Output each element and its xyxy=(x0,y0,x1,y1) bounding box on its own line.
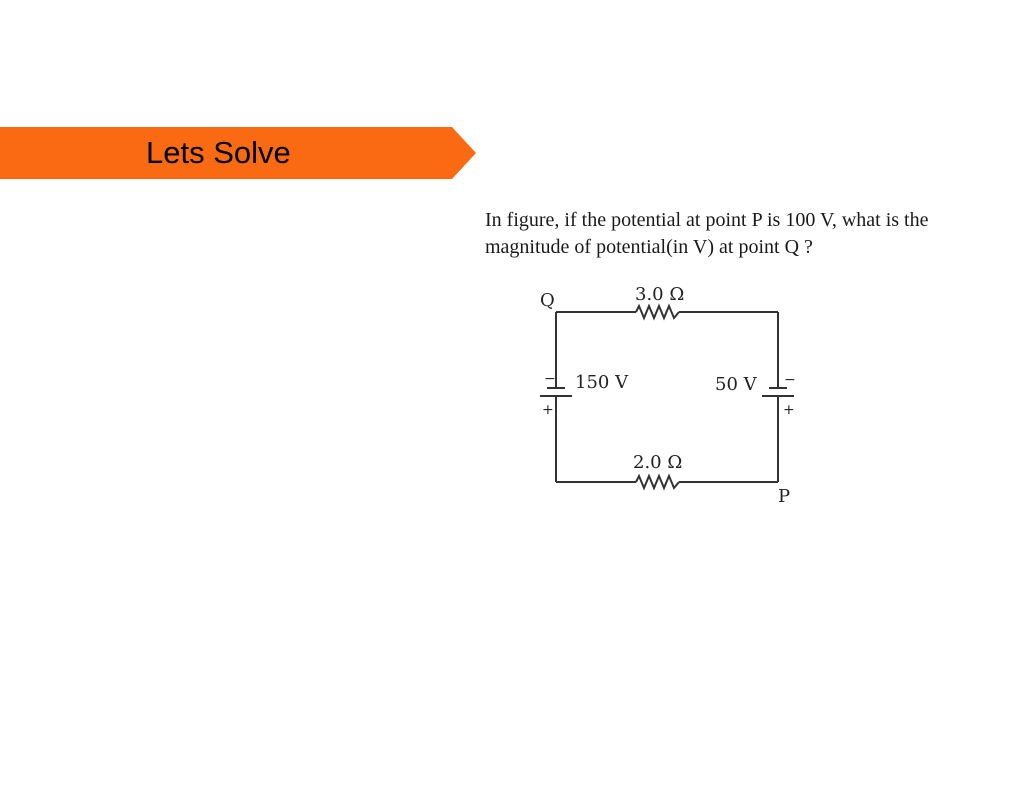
question-line-1: In figure, if the potential at point P is 100 V, what is the xyxy=(485,209,929,231)
question-line-2: magnitude of potential(in V) at point Q ? xyxy=(485,236,813,258)
bottom-resistor-zigzag xyxy=(636,476,679,488)
top-resistor-zigzag xyxy=(636,306,679,318)
point-p-label: P xyxy=(778,486,791,507)
left-battery-plus: + xyxy=(542,402,554,418)
banner-title: Lets Solve xyxy=(146,135,291,170)
bottom-resistor-label: 2.0 Ω xyxy=(633,452,683,473)
question-text xyxy=(485,207,1005,261)
left-battery-minus: − xyxy=(544,371,556,387)
right-battery-plus: + xyxy=(783,402,795,418)
top-resistor-label: 3.0 Ω xyxy=(635,284,685,305)
circuit-diagram xyxy=(520,270,810,515)
section-banner xyxy=(0,127,476,179)
right-battery-minus: − xyxy=(784,372,796,388)
left-battery-label: 150 V xyxy=(575,372,629,393)
right-battery-label: 50 V xyxy=(715,374,757,395)
point-q-label: Q xyxy=(540,290,555,311)
